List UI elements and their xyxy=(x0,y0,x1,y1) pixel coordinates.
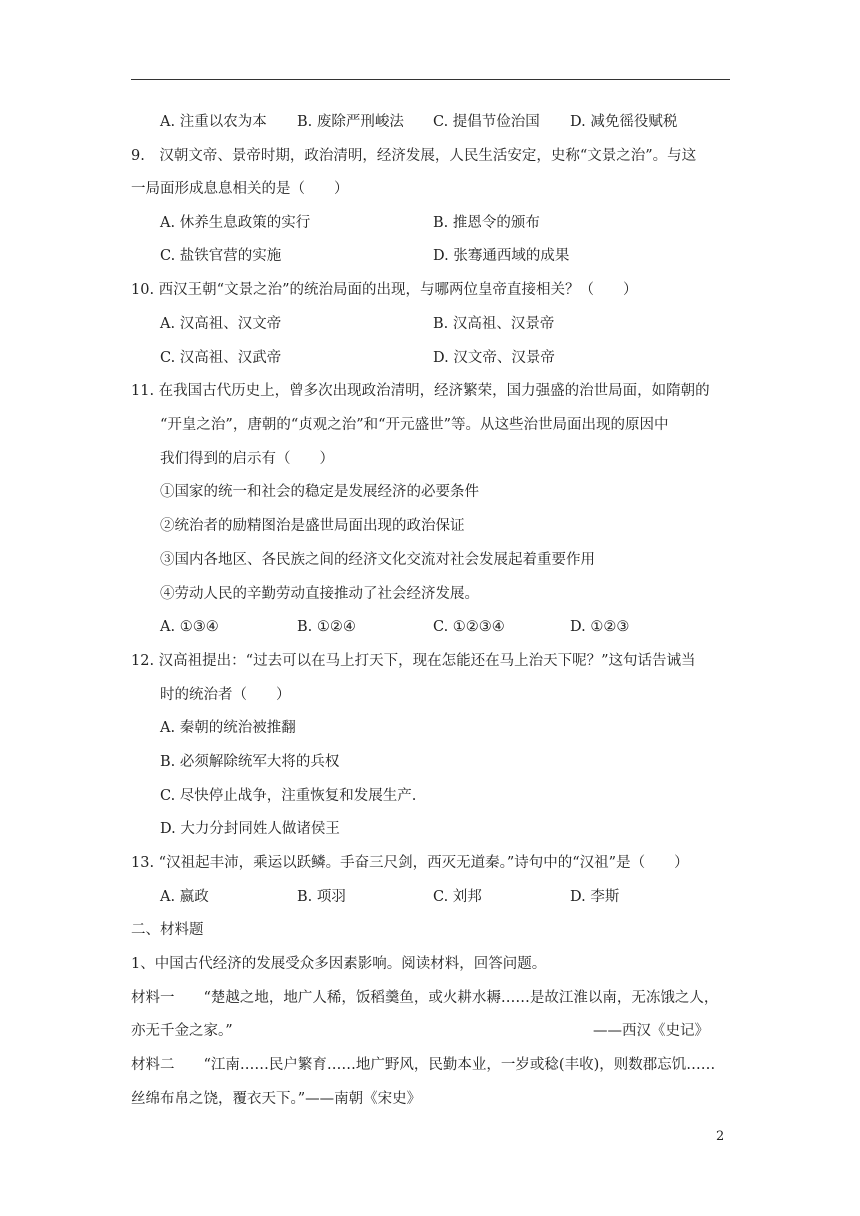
q11-stem-line1: 11. 在我国古代历史上，曾多次出现政治清明，经济繁荣，国力强盛的治世局面，如隋朝的 xyxy=(131,383,710,399)
q12-option-d: D. 大力分封同姓人做诸侯王 xyxy=(160,821,340,837)
q11-option-d: D. ①②③ xyxy=(570,619,630,635)
material-question-intro: 1、中国古代经济的发展受众多因素影响。阅读材料，回答问题。 xyxy=(131,956,547,972)
material2-line1: 材料二 “江南……民户繁育……地广野风，民勤本业，一岁或稔(丰收)，则数郡忘饥…… xyxy=(131,1057,716,1073)
q8-option-d: D. 减免徭役赋税 xyxy=(570,114,678,130)
material1-source: ——西汉《史记》 xyxy=(593,1023,709,1039)
q13-option-a: A. 嬴政 xyxy=(160,889,209,905)
q11-option-c: C. ①②③④ xyxy=(433,619,505,635)
q8-option-a: A. 注重以农为本 xyxy=(160,114,267,130)
page-number: 2 xyxy=(716,1129,725,1144)
q8-option-c: C. 提倡节俭治国 xyxy=(433,114,540,130)
q10-stem: 10. 西汉王朝“文景之治”的统治局面的出现，与哪两位皇帝直接相关？（ ） xyxy=(131,282,638,298)
material1-line1: 材料一 “楚越之地，地广人稀，饭稻羹鱼，或火耕水耨……是故江淮以南，无冻饿之人， xyxy=(131,990,719,1006)
q8-option-b: B. 废除严刑峻法 xyxy=(297,114,404,130)
header-rule xyxy=(131,79,730,80)
q12-stem-line1: 12. 汉高祖提出：“过去可以在马上打天下，现在怎能还在马上治天下呢？”这句话告诫当 xyxy=(131,653,696,669)
q11-option-b: B. ①②④ xyxy=(297,619,356,635)
q9-option-b: B. 推恩令的颁布 xyxy=(433,215,540,231)
q10-option-b: B. 汉高祖、汉景帝 xyxy=(433,316,555,332)
material2-line2: 丝绵布帛之饶，覆衣天下。”——南朝《宋史》 xyxy=(131,1091,422,1107)
q12-option-a: A. 秦朝的统治被推翻 xyxy=(160,720,296,736)
q9-stem-line2: 一局面形成息息相关的是（ ） xyxy=(131,181,349,197)
q11-stem-line3: 我们得到的启示有（ ） xyxy=(160,451,334,467)
section-heading: 二、材料题 xyxy=(131,922,204,938)
q10-option-d: D. 汉文帝、汉景帝 xyxy=(433,350,555,366)
q11-item-3: ③国内各地区、各民族之间的经济文化交流对社会发展起着重要作用 xyxy=(160,552,595,568)
q11-stem-line2: “开皇之治”，唐朝的“贞观之治”和“开元盛世”等。从这些治世局面出现的原因中 xyxy=(160,417,669,433)
q9-option-a: A. 休养生息政策的实行 xyxy=(160,215,311,231)
q10-option-c: C. 汉高祖、汉武帝 xyxy=(160,350,282,366)
q10-option-a: A. 汉高祖、汉文帝 xyxy=(160,316,282,332)
q12-option-b: B. 必须解除统军大将的兵权 xyxy=(160,754,340,770)
q13-option-d: D. 李斯 xyxy=(570,889,620,905)
q9-option-c: C. 盐铁官营的实施 xyxy=(160,248,282,264)
q11-item-4: ④劳动人民的辛勤劳动直接推动了社会经济发展。 xyxy=(160,586,479,602)
q12-stem-line2: 时的统治者（ ） xyxy=(160,687,291,703)
q13-option-b: B. 项羽 xyxy=(297,889,346,905)
q9-stem-line1: 9. 汉朝文帝、景帝时期，政治清明，经济发展，人民生活安定，史称“文景之治”。与这 xyxy=(131,148,697,164)
material1-line2: 亦无千金之家。” xyxy=(131,1023,233,1039)
q12-option-c: C. 尽快停止战争，注重恢复和发展生产. xyxy=(160,788,417,804)
q13-option-c: C. 刘邦 xyxy=(433,889,482,905)
q13-stem: 13. “汉祖起丰沛，乘运以跃鳞。手奋三尺剑，西灭无道秦。”诗句中的“汉祖”是（ ） xyxy=(131,855,689,871)
q11-item-1: ①国家的统一和社会的稳定是发展经济的必要条件 xyxy=(160,484,479,500)
q11-option-a: A. ①③④ xyxy=(160,619,219,635)
q9-option-d: D. 张骞通西域的成果 xyxy=(433,248,570,264)
q11-item-2: ②统治者的励精图治是盛世局面出现的政治保证 xyxy=(160,518,465,534)
